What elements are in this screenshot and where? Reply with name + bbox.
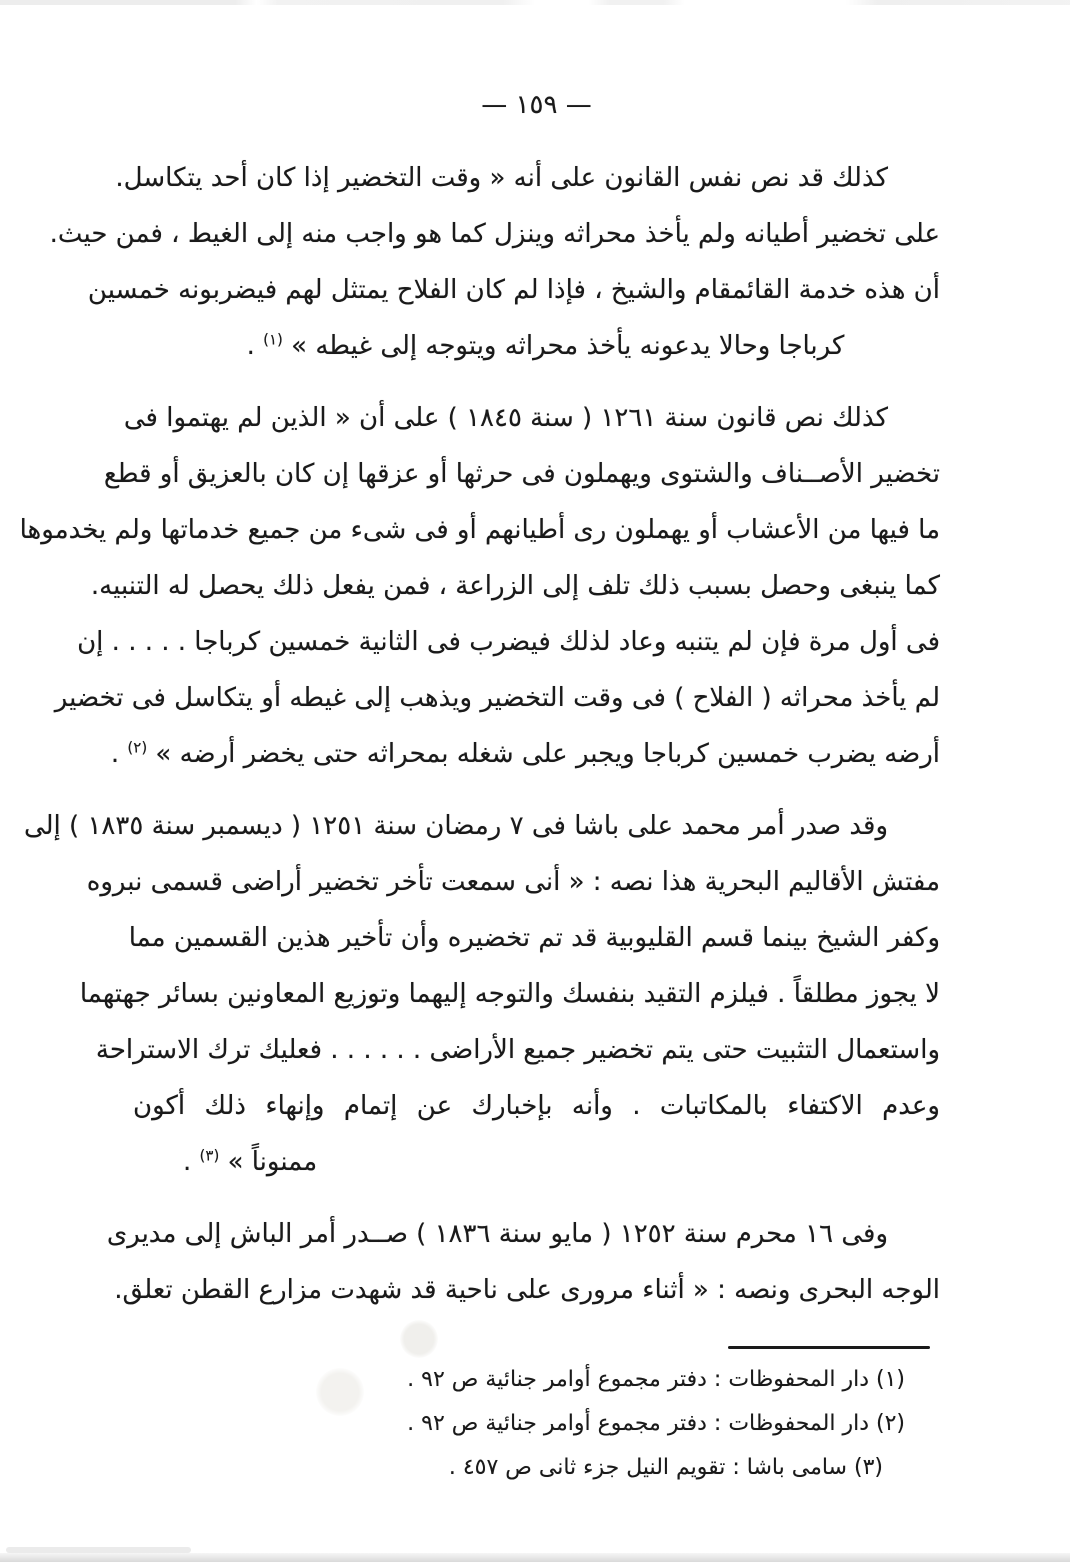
text-line: أن هذه خدمة القائمقام والشيخ ، فإذا لم كان الفلاح يمتثل لهم فيضربونه خمسين	[87, 275, 940, 305]
page-number: — ١٥٩ —	[481, 90, 592, 120]
scan-edge-bottom	[0, 1553, 1070, 1562]
text-line: ما فيها من الأعشاب أو يهملون رى أطيانهم أو فى شىء من جميع خدماتها ولم يخدموها	[19, 515, 940, 545]
text-line: أرضه يضرب خمسين كرباجا ويجبر على شغله بمحراثه حتى يخضر أرضه » $^{(٢)}$ .	[110, 738, 940, 769]
footnote: (٣) سامى باشا : تقويم النيل جزء ثانى ص ٤٥٧ .	[448, 1455, 883, 1480]
scan-smudge	[316, 1368, 364, 1416]
text-line: وقد صدر أمر محمد على باشا فى ٧ رمضان سنة ١٢٥١ ( ديسمبر سنة ١٨٣٥ ) إلى	[23, 811, 888, 841]
text-line: لم يأخذ محراثه ( الفلاح ) فى وقت التخضير ويذهب إلى غيطه أو يتكاسل فى تخضير	[54, 683, 940, 713]
text-line: وكفر الشيخ بينما قسم القليوبية قد تم تخضيره وأن تأخير هذين القسمين مما	[128, 923, 940, 953]
footnote-ref: (١)	[263, 330, 283, 349]
text-line: ممنوناً » $^{(٣)}$ .	[183, 1146, 318, 1177]
text-line: كرباجا وحالا يدعونه يأخذ محراثه ويتوجه إلى غيطه » $^{(١)}$ .	[246, 330, 845, 361]
text-line: تخضير الأصــناف والشتوى ويهملون فى حرثها أو عزقها إن كان بالعزيق أو قطع	[103, 459, 940, 489]
text-line: لا يجوز مطلقاً . فيلزم التقيد بنفسك والتوجه إليهما وتوزيع المعاونين بسائر جهتهما	[79, 979, 940, 1009]
footnote: (٢) دار المحفوظات : دفتر مجموع أوامر جنائية ص ٩٢ .	[407, 1411, 905, 1436]
footnote-separator	[728, 1346, 930, 1349]
scan-edge-top	[0, 0, 1070, 5]
text-line: وفى ١٦ محرم سنة ١٢٥٢ ( مايو سنة ١٨٣٦ ) صــدر أمر الباش إلى مديرى	[106, 1219, 888, 1249]
text-line: وعدم الاكتفاء بالمكاتبات . وأنه بإخبارك عن إتمام وإنهاء ذلك أكون	[133, 1091, 940, 1121]
footnote-ref: (٢)	[127, 738, 148, 757]
text-line: الوجه البحرى ونصه : « أثناء مرورى على ناحية قد شهدت مزارع القطن تعلق.	[114, 1275, 940, 1305]
paragraph	[19, 390, 940, 782]
text-line: فى أول مرة فإن لم يتنبه وعاد لذلك فيضرب فى الثانية خمسين كرباجا . . . . . إن	[77, 627, 940, 657]
footnotes	[407, 1358, 905, 1490]
paragraph	[23, 798, 940, 1190]
footnote-ref: (٣)	[199, 1146, 220, 1165]
text-line: كما ينبغى وحصل بسبب ذلك تلف إلى الزراعة ، فمن يفعل ذلك يحصل له التنبيه.	[90, 571, 940, 601]
paragraph	[49, 150, 940, 374]
text-line: مفتش الأقاليم البحرية هذا نصه : « أنى سمعت تأخر تخضير أراضى قسمى نبروه	[86, 867, 940, 897]
footnote: (١) دار المحفوظات : دفتر مجموع أوامر جنائية ص ٩٢ .	[407, 1367, 905, 1392]
body-text	[19, 150, 940, 1334]
text-line: على تخضير أطيانه ولم يأخذ محراثه وينزل كما هو واجب منه إلى الغيط ، فمن حيث.	[49, 219, 940, 249]
text-line: كذلك قد نص نفس القانون على أنه « وقت التخضير إذا كان أحد يتكاسل.	[115, 163, 888, 193]
paragraph	[106, 1206, 940, 1318]
text-line: واستعمال التثبيت حتى يتم تخضير جميع الأراضى . . . . . . فعليك ترك الاستراحة	[95, 1035, 940, 1065]
text-line: كذلك نص قانون سنة ١٢٦١ ( سنة ١٨٤٥ ) على أن « الذين لم يهتموا فى	[123, 403, 888, 433]
